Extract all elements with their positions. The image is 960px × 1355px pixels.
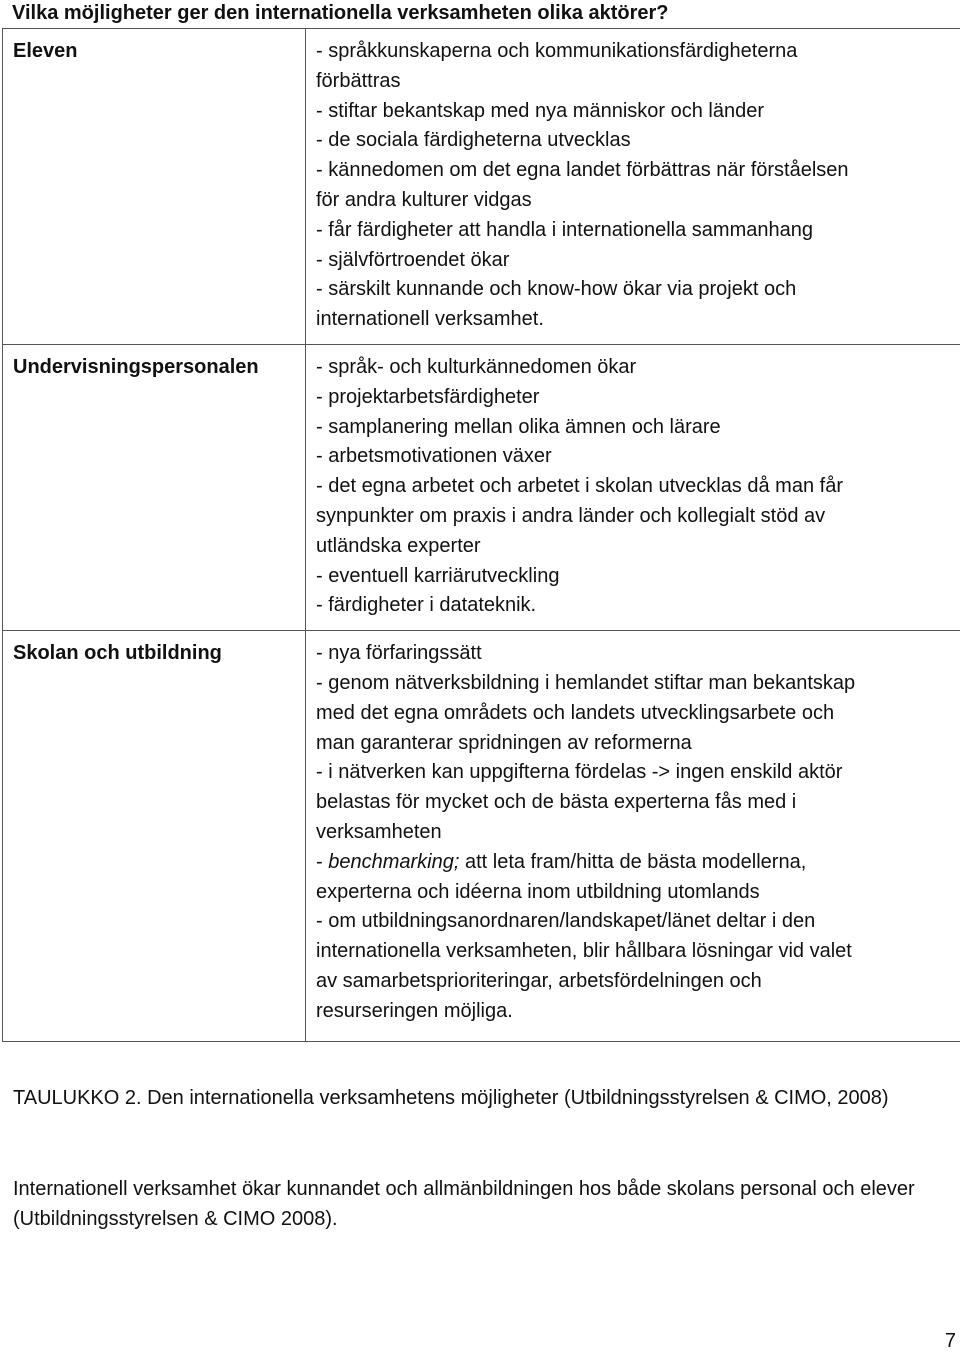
list-line: - de sociala färdigheterna utvecklas	[316, 129, 631, 152]
table-caption: TAULUKKO 2. Den internationella verksamhetens möjligheter (Utbildningsstyrelsen & CIMO, 2008)	[13, 1087, 889, 1109]
row-label-eleven: Eleven	[3, 29, 306, 345]
opportunities-table	[2, 28, 960, 1042]
list-line: - om utbildningsanordnaren/landskapet/länet deltar i den	[316, 910, 816, 933]
list-line: - färdigheter i datateknik.	[316, 594, 537, 617]
list-line: - språkkunskaperna och kommunikationsfärdigheterna	[316, 40, 798, 62]
table-row	[3, 344, 960, 630]
list-line: - arbetsmotivationen växer	[316, 445, 552, 468]
list-line: - genom nätverksbildning i hemlandet stiftar man bekantskap	[316, 671, 856, 694]
list-line: - projektarbetsfärdigheter	[316, 385, 540, 408]
list-line: för andra kulturer vidgas	[316, 188, 532, 211]
list-line: - särskilt kunnande och know-how ökar via projekt och	[316, 278, 797, 301]
page-heading: Vilka möjligheter ger den internationella verksamheten olika aktörer?	[12, 2, 669, 24]
row-content-skolan	[306, 631, 960, 1041]
list-line-benchmarking	[316, 848, 960, 878]
list-line: internationella verksamheten, blir hållbara lösningar vid valet	[316, 940, 852, 963]
list-line: utländska experter	[316, 534, 481, 557]
list-line: av samarbetsprioriteringar, arbetsfördelningen och	[316, 969, 762, 992]
row-label-skolan: Skolan och utbildning	[3, 631, 306, 1041]
row-label-undervisningspersonalen: Undervisningspersonalen	[3, 344, 306, 630]
list-line: man garanterar spridningen av reformerna	[316, 731, 692, 754]
list-line: - samplanering mellan olika ämnen och lärare	[316, 415, 721, 438]
list-line: verksamheten	[316, 820, 442, 843]
list-line: synpunkter om praxis i andra länder och kollegialt stöd av	[316, 504, 826, 527]
table-row	[3, 29, 960, 345]
bench-prefix: -	[316, 850, 329, 873]
list-line: - stiftar bekantskap med nya människor och länder	[316, 99, 764, 122]
row-content-eleven	[306, 29, 960, 345]
list-line: förbättras	[316, 69, 401, 92]
list-line: resurseringen möjliga.	[316, 999, 513, 1022]
bench-rest: att leta fram/hitta de bästa modellerna,	[459, 850, 807, 873]
list-line: med det egna områdets och landets utvecklingsarbete och	[316, 701, 835, 724]
list-line: - eventuell karriärutveckling	[316, 564, 560, 587]
table-row	[3, 631, 960, 1041]
list-line: - det egna arbetet och arbetet i skolan utvecklas då man får	[316, 475, 843, 498]
list-line: - kännedomen om det egna landet förbättras när förståelsen	[316, 159, 849, 182]
list-line: experterna och idéerna inom utbildning utomlands	[316, 880, 760, 903]
list-line: - självförtroendet ökar	[316, 248, 510, 271]
list-line: - språk- och kulturkännedomen ökar	[316, 355, 637, 378]
list-line: - i nätverken kan uppgifterna fördelas -> ingen enskild aktör	[316, 761, 843, 784]
page-number: 7	[944, 1330, 956, 1352]
list-line: internationell verksamhet.	[316, 308, 544, 331]
body-paragraph: Internationell verksamhet ökar kunnandet och allmänbildningen hos både skolans personal och elever (Utbildningsstyrelsen & CIMO 2008).	[13, 1178, 915, 1230]
list-line: - får färdigheter att handla i internationella sammanhang	[316, 218, 813, 241]
row-content-undervisningspersonalen	[306, 344, 960, 630]
benchmarking-term: benchmarking;	[328, 850, 460, 873]
list-line: - nya förfaringssätt	[316, 642, 482, 665]
list-line: belastas för mycket och de bästa experterna fås med i	[316, 791, 797, 814]
